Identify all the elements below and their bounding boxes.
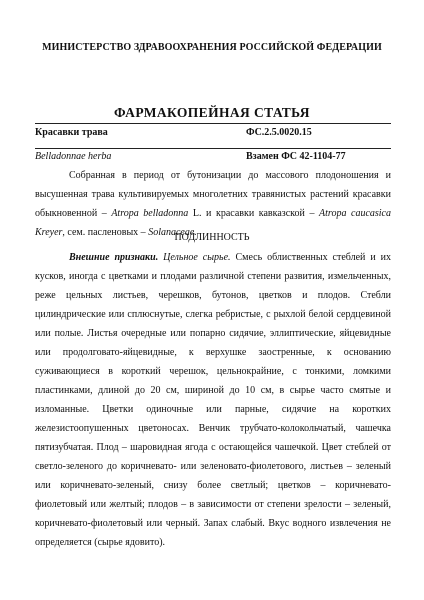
section-heading-identity: ПОДЛИННОСТЬ <box>174 232 250 243</box>
identity-paragraph <box>35 248 391 552</box>
species-atropa-caucasica: Atropa caucasica Kreyer <box>35 208 391 238</box>
family-solanaceae: Solanaceae. <box>148 227 197 238</box>
document-title: ФАРМАКОПЕЙНАЯ СТАТЬЯ <box>114 105 310 120</box>
substance-name-lat: Belladonnae herba <box>35 151 112 162</box>
title-divider <box>35 123 391 124</box>
monograph-code: ФС.2.5.0020.15 <box>246 127 312 138</box>
whole-raw-material-label: Цельное сырье. <box>158 252 231 263</box>
external-features-label: Внешние признаки. <box>69 252 159 263</box>
ministry-header: МИНИСТЕРСТВО ЗДРАВООХРАНЕНИЯ РОССИЙСКОЙ ФЕДЕРАЦИИ <box>42 42 382 53</box>
intro-paragraph <box>35 166 391 242</box>
substance-name-ru: Красавки трава <box>35 127 108 138</box>
species-atropa-belladonna: Atropa belladonna <box>111 208 189 219</box>
intro-text-2: L. и красавки кавказской – <box>188 208 320 219</box>
meta-divider <box>35 148 391 149</box>
replaces-reference: Взамен ФС 42-1104-77 <box>246 151 346 162</box>
intro-text-1: Собранная в период от бутонизации до массового плодоношения и высушенная трава культивируемых многолетних травянистых растений красавки обыкновенной – <box>35 170 391 219</box>
intro-text-3: , сем. пасленовых – <box>62 227 149 238</box>
identity-text: Смесь облиственных стеблей и их кусков, иногда с цветками и плодами различной степени развития, измельченных, реже цельных листьев, черешков, бутонов, цветков и плодов. Стебли цилиндрические или сплюснутые, слегка ребристые, с рыхлой белой сердцевиной или полые. Листья очередные или попарно сидячие, эллиптические, яйцевидные или продолговато-яйцевидные, к верхушке заостренные, к основанию суживающиеся в короткий черешок, цельнокрайние, с тонкими, ломкими пластинками, длиной до 20 см, шириной до 10 см, в сырье часто смятые и изломанные. Цветки одиночные или парные, сидячие на коротких железистоопушенных цветоносах. Венчик трубчато-колокольчатый, чашечка пятизубчатая. Плод – шаровидная ягода с остающейся чашечкой. Цвет стеблей от светло-зеленого до коричневато- или зеленовато-фиолетового, листьев – зеленый или коричневато-зеленый, снизу более светлый; цветков – коричневато-фиолетовый или желтый; плодов – в зависимости от степени зрелости – зеленый, коричневато-фиолетовый или черный. Запах слабый. Вкус водного извлечения не определяется (сырье ядовито). <box>35 252 391 548</box>
